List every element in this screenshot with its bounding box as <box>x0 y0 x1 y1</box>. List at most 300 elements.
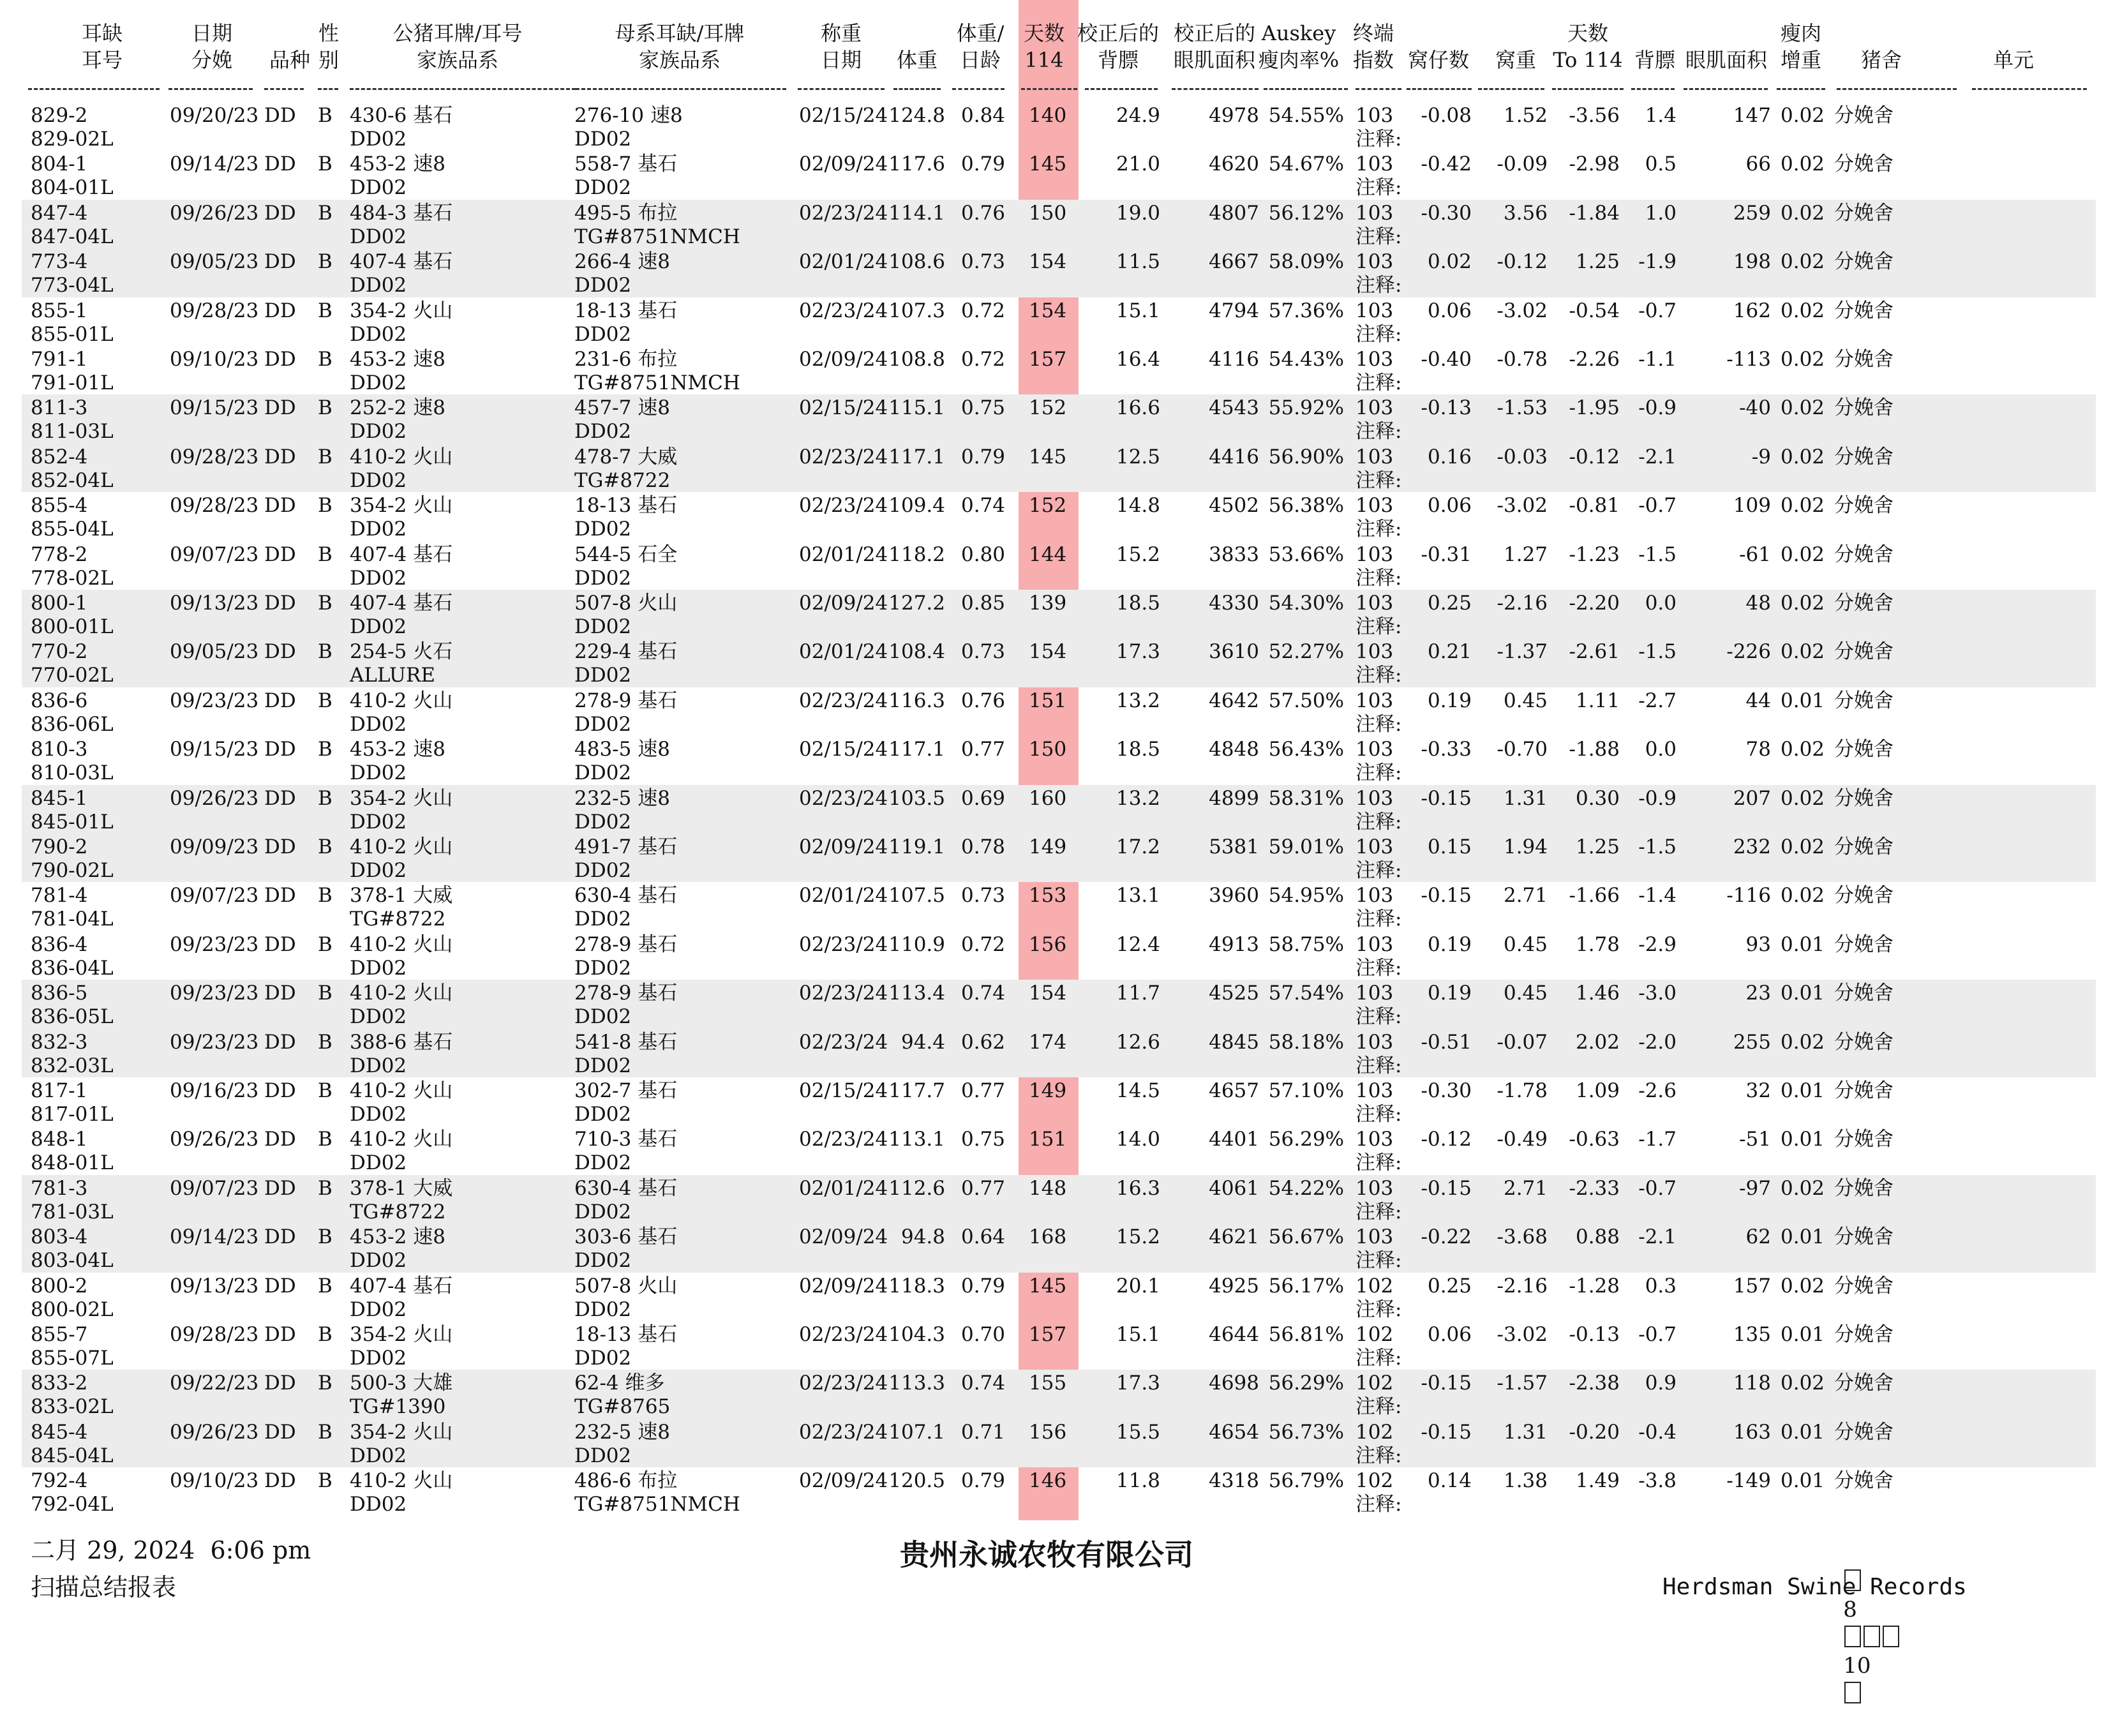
cell-le: 162 <box>1733 299 1771 322</box>
cell-wt: 109.4 <box>888 494 945 518</box>
cell-note-label: 注释: <box>1355 1054 1402 1077</box>
cell-dam: 491-7 基石 <box>574 835 678 858</box>
cell-lean: 57.10% <box>1268 1079 1344 1102</box>
cell-days: 139 <box>1029 592 1067 615</box>
cell-loin: 4794 <box>1209 299 1259 322</box>
cell-id: 791-1 <box>31 348 88 371</box>
cell-lean: 55.92% <box>1268 396 1344 420</box>
header-rule-segment <box>893 88 941 93</box>
cell-ln: 0.21 <box>1427 640 1472 664</box>
cell-wt: 124.8 <box>888 104 945 127</box>
cell-sire-line: DD02 <box>350 468 407 492</box>
cell-ln: -0.08 <box>1421 104 1472 127</box>
cell-dt: -0.20 <box>1569 1420 1620 1444</box>
cell-bf: 15.2 <box>1116 542 1160 566</box>
cell-wt: 113.4 <box>888 982 945 1005</box>
cell-sire-line: DD02 <box>350 322 407 346</box>
cell-barn: 分娩舍 <box>1834 201 1893 225</box>
cell-wpd: 0.80 <box>961 542 1006 566</box>
cell-wpd: 0.76 <box>961 201 1006 225</box>
cell-wpd: 0.79 <box>961 445 1006 468</box>
cell-lean: 58.75% <box>1268 932 1344 956</box>
cell-dam: 276-10 速8 <box>574 104 683 127</box>
cell-wdate: 02/15/24 <box>799 396 888 420</box>
cell-bfe: -1.5 <box>1638 640 1677 664</box>
cell-loin: 4525 <box>1209 982 1259 1005</box>
header-rule-segment <box>318 88 338 93</box>
cell-id: 836-4 <box>31 932 88 956</box>
cell-date: 09/23/23 <box>170 1030 259 1054</box>
cell-dam-line: DD02 <box>574 1298 632 1321</box>
cell-dt: -0.63 <box>1569 1128 1620 1151</box>
cell-wdate: 02/01/24 <box>799 250 888 274</box>
cell-sire-line: DD02 <box>350 1347 407 1370</box>
cell-bf: 12.6 <box>1116 1030 1160 1054</box>
cell-sire: 407-4 基石 <box>350 250 453 274</box>
cell-note-label: 注释: <box>1355 468 1402 492</box>
cell-ear-tag: 803-04L <box>31 1249 114 1273</box>
cell-lg: 0.02 <box>1781 348 1825 371</box>
cell-ear-tag: 845-04L <box>31 1444 114 1467</box>
cell-dam-line: DD02 <box>574 1054 632 1077</box>
header-date-line2: 分娩 <box>191 48 233 72</box>
cell-bf: 15.5 <box>1116 1420 1160 1444</box>
cell-lw: 0.45 <box>1503 689 1548 712</box>
cell-lw: -0.78 <box>1497 348 1548 371</box>
cell-id: 778-2 <box>31 542 88 566</box>
cell-id: 836-6 <box>31 689 88 712</box>
cell-loin: 4845 <box>1209 1030 1259 1054</box>
cell-le: -226 <box>1726 640 1771 664</box>
cell-wt: 127.2 <box>888 592 945 615</box>
cell-lg: 0.02 <box>1781 299 1825 322</box>
header-weight-line2: 体重 <box>896 48 938 72</box>
header-rule-segment <box>1085 88 1158 93</box>
cell-lg: 0.02 <box>1781 592 1825 615</box>
cell-id: 792-4 <box>31 1469 88 1493</box>
cell-loin: 4416 <box>1209 445 1259 468</box>
header-rule-segment <box>1172 88 1258 93</box>
cell-le: -149 <box>1726 1469 1771 1493</box>
cell-lg: 0.02 <box>1781 884 1825 908</box>
cell-idx: 103 <box>1355 592 1394 615</box>
cell-dam: 541-8 基石 <box>574 1030 678 1054</box>
cell-id: 852-4 <box>31 445 88 468</box>
cell-wdate: 02/23/24 <box>799 932 888 956</box>
cell-sire: 410-2 火山 <box>350 445 453 468</box>
cell-breed: DD <box>264 1469 296 1493</box>
cell-lean: 56.12% <box>1268 201 1344 225</box>
cell-dam: 457-7 速8 <box>574 396 670 420</box>
cell-sex: B <box>318 1274 332 1298</box>
cell-wdate: 02/23/24 <box>799 445 888 468</box>
cell-sex: B <box>318 1176 332 1200</box>
cell-ear-tag: 836-05L <box>31 1005 114 1029</box>
cell-ln: 0.06 <box>1427 494 1472 518</box>
cell-lw: -0.07 <box>1497 1030 1548 1054</box>
cell-dam-line: DD02 <box>574 1005 632 1029</box>
cell-lg: 0.01 <box>1781 1128 1825 1151</box>
cell-loin: 4654 <box>1209 1420 1259 1444</box>
cell-ln: 0.25 <box>1427 592 1472 615</box>
cell-bf: 11.5 <box>1116 250 1160 274</box>
cell-sire: 378-1 大威 <box>350 884 453 908</box>
cell-wdate: 02/01/24 <box>799 884 888 908</box>
cell-date: 09/26/23 <box>170 1420 259 1444</box>
cell-lean: 56.81% <box>1268 1323 1344 1346</box>
cell-dam-line: DD02 <box>574 518 632 541</box>
cell-loin: 4543 <box>1209 396 1259 420</box>
cell-wpd: 0.72 <box>961 348 1006 371</box>
cell-lg: 0.02 <box>1781 1274 1825 1298</box>
cell-idx: 103 <box>1355 738 1394 761</box>
cell-wt: 107.3 <box>888 299 945 322</box>
missing-glyph-icon <box>1844 1626 1861 1647</box>
cell-le: 163 <box>1733 1420 1771 1444</box>
cell-bf: 16.4 <box>1116 348 1160 371</box>
cell-ln: 0.06 <box>1427 299 1472 322</box>
cell-loin: 4330 <box>1209 592 1259 615</box>
cell-barn: 分娩舍 <box>1834 445 1893 468</box>
cell-barn: 分娩舍 <box>1834 348 1893 371</box>
cell-wt: 113.1 <box>888 1128 945 1151</box>
cell-breed: DD <box>264 738 296 761</box>
cell-dt: 2.02 <box>1575 1030 1620 1054</box>
cell-dam-line: TG#8751NMCH <box>574 371 740 394</box>
cell-wpd: 0.71 <box>961 1420 1006 1444</box>
cell-bf: 14.8 <box>1116 494 1160 518</box>
footer-report-name: 扫描总结报表 <box>31 1573 177 1601</box>
cell-bf: 16.3 <box>1116 1176 1160 1200</box>
cell-loin: 4620 <box>1209 153 1259 176</box>
cell-sire-line: DD02 <box>350 810 407 834</box>
cell-sire-line: DD02 <box>350 274 407 297</box>
cell-barn: 分娩舍 <box>1834 1225 1893 1249</box>
cell-note-label: 注释: <box>1355 274 1402 297</box>
header-rule-segment <box>576 88 786 93</box>
cell-dam-line: DD02 <box>574 420 632 444</box>
cell-days: 154 <box>1029 640 1067 664</box>
cell-days: 145 <box>1029 445 1067 468</box>
header-loin-line1: 校正后的 <box>1173 21 1256 45</box>
header-unit-line2: 单元 <box>1992 48 2035 72</box>
cell-barn: 分娩舍 <box>1834 542 1893 566</box>
cell-dam-line: DD02 <box>574 1347 632 1370</box>
cell-dam-line: TG#8765 <box>574 1395 671 1419</box>
cell-note-label: 注释: <box>1355 225 1402 248</box>
cell-wt: 118.2 <box>888 542 945 566</box>
cell-loin: 4621 <box>1209 1225 1259 1249</box>
cell-dt: -2.33 <box>1569 1176 1620 1200</box>
cell-bfe: -0.7 <box>1638 1323 1677 1346</box>
cell-idx: 103 <box>1355 1176 1394 1200</box>
cell-sex: B <box>318 982 332 1005</box>
cell-bfe: -0.9 <box>1638 786 1677 810</box>
cell-ear-tag: 770-02L <box>31 664 114 687</box>
cell-lg: 0.01 <box>1781 982 1825 1005</box>
cell-loin: 4318 <box>1209 1469 1259 1493</box>
cell-dam-line: DD02 <box>574 1103 632 1126</box>
cell-wdate: 02/15/24 <box>799 738 888 761</box>
cell-wdate: 02/23/24 <box>799 1030 888 1054</box>
cell-days: 150 <box>1029 201 1067 225</box>
cell-breed: DD <box>264 299 296 322</box>
cell-lw: -3.02 <box>1497 1323 1548 1346</box>
cell-lg: 0.02 <box>1781 396 1825 420</box>
cell-breed: DD <box>264 1274 296 1298</box>
cell-date: 09/10/23 <box>170 1469 259 1493</box>
cell-lean: 58.18% <box>1268 1030 1344 1054</box>
cell-le: 62 <box>1745 1225 1771 1249</box>
cell-days: 156 <box>1029 1420 1067 1444</box>
cell-ear-tag: 778-02L <box>31 566 114 590</box>
cell-idx: 103 <box>1355 835 1394 858</box>
cell-breed: DD <box>264 348 296 371</box>
header-loin_ebv-line2: 眼肌面积 <box>1685 48 1768 72</box>
cell-ear-tag: 833-02L <box>31 1395 114 1419</box>
cell-ear-tag: 848-01L <box>31 1151 114 1175</box>
cell-lw: -1.53 <box>1497 396 1548 420</box>
cell-loin: 4116 <box>1209 348 1259 371</box>
cell-barn: 分娩舍 <box>1834 1420 1893 1444</box>
cell-bfe: -1.7 <box>1638 1128 1677 1151</box>
cell-wt: 107.1 <box>888 1420 945 1444</box>
cell-id: 855-4 <box>31 494 88 518</box>
cell-lg: 0.02 <box>1781 640 1825 664</box>
cell-dam-line: DD02 <box>574 322 632 346</box>
cell-idx: 102 <box>1355 1469 1394 1493</box>
cell-dam: 478-7 大威 <box>574 445 678 468</box>
cell-sire: 407-4 基石 <box>350 592 453 615</box>
cell-sex: B <box>318 1030 332 1054</box>
cell-bfe: -2.0 <box>1638 1030 1677 1054</box>
cell-idx: 103 <box>1355 299 1394 322</box>
cell-ln: -0.31 <box>1421 542 1472 566</box>
cell-ear-tag: 791-01L <box>31 371 114 394</box>
cell-sire-line: DD02 <box>350 956 407 980</box>
cell-sex: B <box>318 348 332 371</box>
cell-breed: DD <box>264 786 296 810</box>
cell-sire: 354-2 火山 <box>350 1420 453 1444</box>
cell-wdate: 02/23/24 <box>799 1372 888 1395</box>
cell-date: 09/15/23 <box>170 396 259 420</box>
cell-breed: DD <box>264 1079 296 1102</box>
cell-days: 149 <box>1029 1079 1067 1102</box>
cell-wdate: 02/15/24 <box>799 1079 888 1102</box>
header-index-line2: 指数 <box>1352 48 1394 72</box>
cell-wpd: 0.70 <box>961 1323 1006 1346</box>
cell-dam: 232-5 速8 <box>574 786 670 810</box>
cell-wpd: 0.77 <box>961 738 1006 761</box>
cell-le: 255 <box>1733 1030 1771 1054</box>
cell-idx: 103 <box>1355 396 1394 420</box>
cell-wdate: 02/23/24 <box>799 299 888 322</box>
cell-sire: 453-2 速8 <box>350 153 445 176</box>
cell-barn: 分娩舍 <box>1834 786 1893 810</box>
cell-wt: 108.8 <box>888 348 945 371</box>
cell-breed: DD <box>264 250 296 274</box>
cell-wdate: 02/09/24 <box>799 835 888 858</box>
cell-id: 781-4 <box>31 884 88 908</box>
header-rule-segment <box>1972 88 2087 93</box>
cell-days: 168 <box>1029 1225 1067 1249</box>
cell-bf: 11.8 <box>1116 1469 1160 1493</box>
cell-lw: -0.70 <box>1497 738 1548 761</box>
cell-bf: 15.2 <box>1116 1225 1160 1249</box>
cell-lean: 58.31% <box>1268 786 1344 810</box>
header-backfat-line2: 背膘 <box>1097 48 1139 72</box>
cell-date: 09/28/23 <box>170 445 259 468</box>
cell-id: 773-4 <box>31 250 88 274</box>
cell-sex: B <box>318 1079 332 1102</box>
cell-date: 09/14/23 <box>170 1225 259 1249</box>
cell-wt: 103.5 <box>888 786 945 810</box>
cell-wpd: 0.79 <box>961 153 1006 176</box>
cell-loin: 3610 <box>1209 640 1259 664</box>
cell-sire: 453-2 速8 <box>350 738 445 761</box>
cell-dt: -2.38 <box>1569 1372 1620 1395</box>
cell-ln: -0.15 <box>1421 884 1472 908</box>
cell-bfe: -1.5 <box>1638 542 1677 566</box>
cell-ear-tag: 792-04L <box>31 1493 114 1516</box>
cell-note-label: 注释: <box>1355 615 1402 638</box>
cell-ln: 0.16 <box>1427 445 1472 468</box>
cell-lw: 1.94 <box>1503 835 1548 858</box>
cell-lw: 1.38 <box>1503 1469 1548 1493</box>
cell-lw: -0.12 <box>1497 250 1548 274</box>
cell-barn: 分娩舍 <box>1834 299 1893 322</box>
cell-id: 845-1 <box>31 786 88 810</box>
cell-days: 155 <box>1029 1372 1067 1395</box>
cell-ear-tag: 832-03L <box>31 1054 114 1077</box>
cell-bf: 24.9 <box>1116 104 1160 127</box>
cell-sire: 410-2 火山 <box>350 1079 453 1102</box>
cell-idx: 103 <box>1355 250 1394 274</box>
cell-dt: -0.81 <box>1569 494 1620 518</box>
cell-ear-tag: 836-06L <box>31 712 114 736</box>
cell-lw: -0.03 <box>1497 445 1548 468</box>
cell-loin: 4644 <box>1209 1323 1259 1346</box>
header-days_to-line2: To 114 <box>1553 48 1623 72</box>
cell-days: 157 <box>1029 1323 1067 1346</box>
cell-date: 09/23/23 <box>170 689 259 712</box>
cell-sire: 407-4 基石 <box>350 1274 453 1298</box>
cell-bfe: -1.5 <box>1638 835 1677 858</box>
cell-idx: 103 <box>1355 445 1394 468</box>
cell-days: 149 <box>1029 835 1067 858</box>
cell-loin: 4978 <box>1209 104 1259 127</box>
header-sire-line2: 家族品系 <box>416 48 499 72</box>
cell-sire: 354-2 火山 <box>350 494 453 518</box>
cell-dam: 229-4 基石 <box>574 640 678 664</box>
cell-days: 160 <box>1029 786 1067 810</box>
cell-lw: -0.09 <box>1497 153 1548 176</box>
cell-idx: 103 <box>1355 104 1394 127</box>
missing-glyph-icon <box>1883 1626 1899 1647</box>
cell-date: 09/26/23 <box>170 786 259 810</box>
cell-wt: 115.1 <box>888 396 945 420</box>
cell-le: 23 <box>1745 982 1771 1005</box>
cell-sex: B <box>318 1128 332 1151</box>
cell-id: 855-1 <box>31 299 88 322</box>
cell-date: 09/05/23 <box>170 640 259 664</box>
cell-lw: -1.37 <box>1497 640 1548 664</box>
cell-dam-line: DD02 <box>574 1444 632 1467</box>
cell-bf: 15.1 <box>1116 1323 1160 1346</box>
cell-barn: 分娩舍 <box>1834 494 1893 518</box>
cell-ln: -0.40 <box>1421 348 1472 371</box>
cell-id: 847-4 <box>31 201 88 225</box>
cell-ln: -0.15 <box>1421 1372 1472 1395</box>
cell-bf: 12.4 <box>1116 932 1160 956</box>
header-litter_wt-line2: 窝重 <box>1495 48 1537 72</box>
cell-date: 09/07/23 <box>170 884 259 908</box>
cell-days: 145 <box>1029 1274 1067 1298</box>
cell-le: 48 <box>1745 592 1771 615</box>
cell-date: 09/16/23 <box>170 1079 259 1102</box>
cell-lean: 56.17% <box>1268 1274 1344 1298</box>
cell-wpd: 0.73 <box>961 250 1006 274</box>
cell-wt: 113.3 <box>888 1372 945 1395</box>
cell-sire: 430-6 基石 <box>350 104 453 127</box>
cell-date: 09/07/23 <box>170 542 259 566</box>
cell-bf: 17.2 <box>1116 835 1160 858</box>
cell-barn: 分娩舍 <box>1834 835 1893 858</box>
cell-wt: 104.3 <box>888 1323 945 1346</box>
cell-dam: 266-4 速8 <box>574 250 670 274</box>
cell-bf: 19.0 <box>1116 201 1160 225</box>
cell-breed: DD <box>264 982 296 1005</box>
cell-dt: -1.84 <box>1569 201 1620 225</box>
cell-bfe: 0.0 <box>1645 592 1677 615</box>
cell-dt: -2.26 <box>1569 348 1620 371</box>
header-date-line1: 日期 <box>191 21 233 45</box>
cell-dam: 630-4 基石 <box>574 1176 678 1200</box>
cell-bf: 11.7 <box>1116 982 1160 1005</box>
cell-sire-line: DD02 <box>350 1298 407 1321</box>
cell-wt: 116.3 <box>888 689 945 712</box>
cell-lg: 0.02 <box>1781 1372 1825 1395</box>
cell-dam: 62-4 维多 <box>574 1372 665 1395</box>
cell-ln: -0.15 <box>1421 1176 1472 1200</box>
cell-sex: B <box>318 250 332 274</box>
cell-lw: 2.71 <box>1503 1176 1548 1200</box>
cell-sire-line: DD02 <box>350 225 407 248</box>
header-lean_gain-line1: 瘦肉 <box>1780 21 1822 45</box>
cell-lw: -2.16 <box>1497 1274 1548 1298</box>
cell-wpd: 0.73 <box>961 640 1006 664</box>
cell-idx: 103 <box>1355 348 1394 371</box>
cell-barn: 分娩舍 <box>1834 1469 1893 1493</box>
cell-dt: 0.30 <box>1575 786 1620 810</box>
cell-sire-line: DD02 <box>350 859 407 882</box>
cell-date: 09/28/23 <box>170 1323 259 1346</box>
cell-le: 66 <box>1745 153 1771 176</box>
cell-bfe: -2.1 <box>1638 1225 1677 1249</box>
cell-date: 09/28/23 <box>170 299 259 322</box>
cell-loin: 4642 <box>1209 689 1259 712</box>
cell-lg: 0.01 <box>1781 1420 1825 1444</box>
cell-dam: 18-13 基石 <box>574 494 678 518</box>
cell-dt: 1.09 <box>1575 1079 1620 1102</box>
cell-lg: 0.02 <box>1781 250 1825 274</box>
cell-id: 810-3 <box>31 738 88 761</box>
cell-barn: 分娩舍 <box>1834 640 1893 664</box>
cell-idx: 103 <box>1355 1030 1394 1054</box>
header-rule-segment <box>350 88 576 93</box>
cell-dt: -2.20 <box>1569 592 1620 615</box>
cell-idx: 103 <box>1355 542 1394 566</box>
